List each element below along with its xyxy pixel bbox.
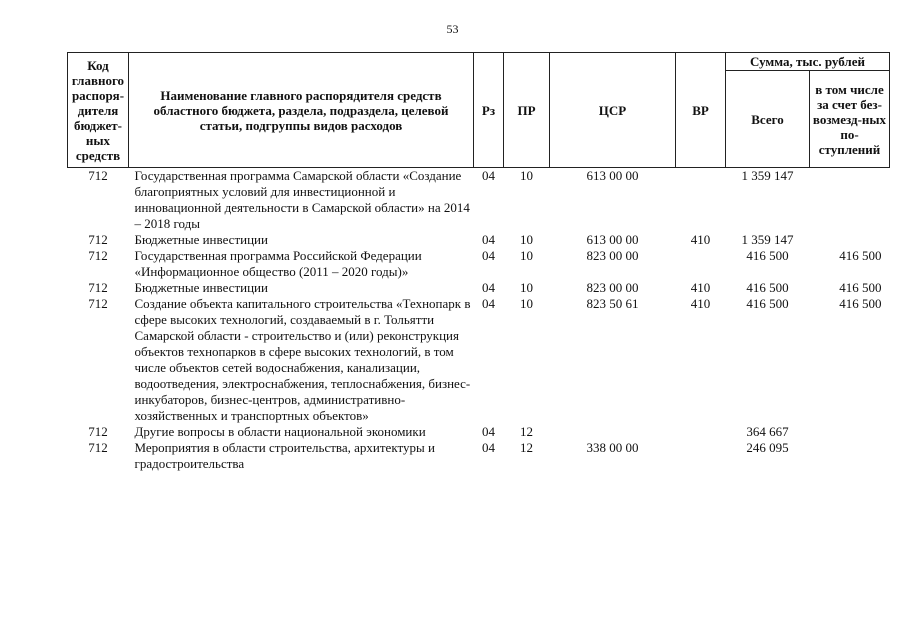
budget-table [67,52,890,472]
cell-rz: 04 [482,440,495,455]
cell-name: Государственная программа Самарской области «Создание благоприятных условий для инвестиционной и инновационной деятельности в Самарской области» на 2014 – 2018 годы [134,168,470,231]
cell-code: 712 [88,424,108,439]
table-header-row [68,53,890,71]
table-row [68,424,890,440]
cell-total: 364 667 [746,424,789,439]
cell-gratis: 416 500 [839,248,882,263]
table-row [68,232,890,248]
table-row [68,440,890,472]
cell-total: 246 095 [746,440,789,455]
cell-name: Бюджетные инвестиции [134,280,268,295]
cell-gratis [810,232,890,248]
cell-total: 1 359 147 [741,168,794,183]
cell-vr: 410 [690,280,711,295]
table-row [68,280,890,296]
cell-vr [676,168,726,233]
cell-rz: 04 [482,424,495,439]
cell-csr: 823 00 00 [586,248,639,263]
cell-rz: 04 [482,280,495,295]
header-vr: ВР [676,53,726,168]
cell-csr: 613 00 00 [586,168,639,183]
cell-vr [676,424,726,440]
cell-name: Мероприятия в области строительства, архитектуры и градостроительства [134,440,435,471]
cell-pr: 10 [520,296,533,311]
header-code: Код главного распоря-дителя бюджет-ных средств [68,53,129,168]
cell-pr: 10 [520,280,533,295]
table-row [68,296,890,424]
cell-code: 712 [88,280,108,295]
cell-gratis [810,168,890,233]
cell-total: 416 500 [746,296,789,311]
table-body [68,168,890,473]
cell-csr [550,424,676,440]
cell-vr [676,440,726,472]
cell-rz: 04 [482,296,495,311]
cell-csr: 823 50 61 [586,296,639,311]
cell-rz: 04 [482,248,495,263]
cell-code: 712 [88,232,108,247]
page-number: 53 [446,22,459,36]
cell-vr: 410 [690,232,711,247]
cell-pr: 12 [520,424,533,439]
cell-pr: 10 [520,248,533,263]
cell-total: 416 500 [746,280,789,295]
cell-code: 712 [88,248,108,263]
cell-name: Бюджетные инвестиции [134,232,268,247]
cell-pr: 10 [520,232,533,247]
cell-name: Другие вопросы в области национальной экономики [134,424,426,439]
cell-total: 416 500 [746,248,789,263]
cell-name: Государственная программа Российской Федерации «Информационное общество (2011 – 2020 годы)» [134,248,422,279]
cell-gratis [810,424,890,440]
header-gratis: в том числе за счет без-возмезд-ных по-ступлений [810,71,890,168]
cell-gratis: 416 500 [839,280,882,295]
header-rz: Рз [474,53,504,168]
cell-total: 1 359 147 [741,232,794,247]
cell-pr: 10 [520,168,533,183]
header-name: Наименование главного распорядителя средств областного бюджета, раздела, подраздела, целевой статьи, подгруппы видов расходов [129,53,474,168]
table-row [68,248,890,280]
cell-vr: 410 [690,296,711,311]
cell-code: 712 [88,168,108,183]
cell-csr: 823 00 00 [586,280,639,295]
cell-csr: 338 00 00 [586,440,639,455]
header-total: Всего [726,71,810,168]
table-row [68,168,890,233]
cell-name: Создание объекта капитального строительства «Технопарк в сфере высоких технологий, создаваемый в г. Тольятти Самарской области - строительство и (или) реконструкция объектов технопарков в сфере высоких технологий, в том числе объектов сетей водоснабжения, канализации, водоотведения, электроснабжения, теплоснабжения, бизнес-инкубаторов, бизнес-центров, административно-хозяйственных и транспортных объектов» [134,296,471,423]
header-sum-group: Сумма, тыс. рублей [726,53,890,71]
cell-rz: 04 [482,232,495,247]
cell-gratis: 416 500 [839,296,882,311]
header-csr: ЦСР [550,53,676,168]
cell-csr: 613 00 00 [586,232,639,247]
cell-code: 712 [88,296,108,311]
cell-vr [676,248,726,280]
cell-pr: 12 [520,440,533,455]
cell-rz: 04 [482,168,495,183]
cell-gratis [810,440,890,472]
header-pr: ПР [504,53,550,168]
cell-code: 712 [88,440,108,455]
